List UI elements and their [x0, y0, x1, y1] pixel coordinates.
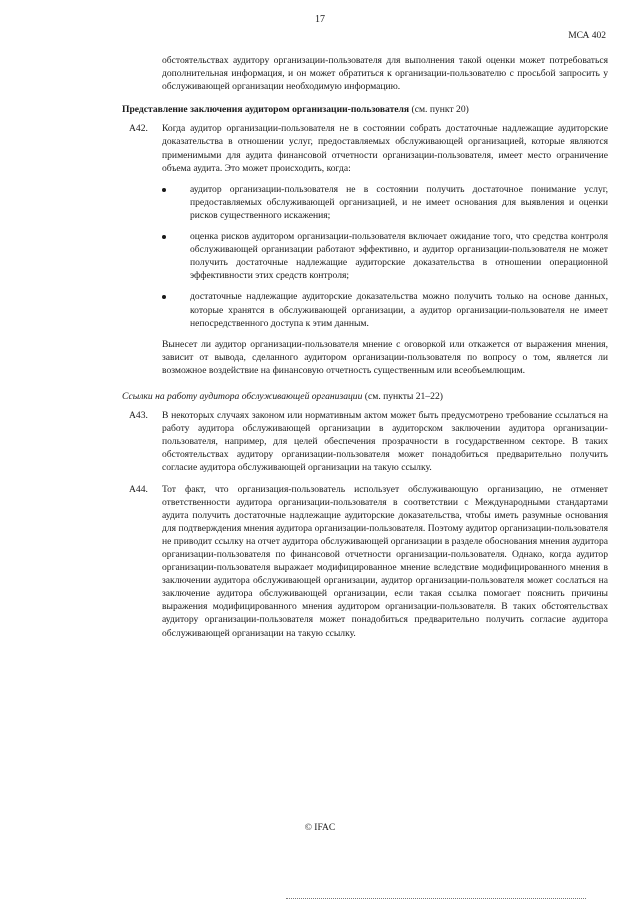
section-heading-title: Ссылки на работу аудитора обслуживающей организации	[122, 390, 363, 402]
section-heading-reporting	[122, 103, 608, 116]
paragraph-text: В некоторых случаях законом или нормативным актом может быть предусмотрено требование ссылаться на работу аудитора обслуживающей организации в аудиторском заключении аудитора организации-пользователя, например, для целей обеспечения прозрачности в государственном секторе. В таких обстоятельствах аудитору организации-пользователя может понадобиться предварительно получить согласие аудитора обслуживающей организации на такую ссылку.	[162, 410, 608, 474]
paragraph-text: Тот факт, что организация-пользователь использует обслуживающую организацию, не отменяет ответственности аудитора организации-пользователя в соответствии с Международными стандартами аудита получить достаточные надлежащие аудиторские доказательства, чтобы иметь разумные основания для подтверждения мнения аудитора организации-пользователя. Поэтому аудитор организации-пользователя не приводит ссылку на отчет аудитора обслуживающей организации в разделе обоснования мнения аудитора организации-пользователя по финансовой отчетности организации-пользователя. Однако, когда аудитор организации-пользователя выражает модифицированное мнение вследствие модифицированного мнения в заключении аудитора обслуживающей организации, аудитор организации-пользователя может сослаться на заключение аудитора обслуживающей организации, если такая ссылка помогает пояснить причины выражения модифицированного мнения аудитором организации-пользователя. В таких обстоятельствах аудитору организации-пользователя может понадобиться предварительно получить согласие аудитора обслуживающей организации на такую ссылку.	[162, 483, 608, 639]
section-heading-ref: (см. пункты 21–22)	[364, 390, 443, 402]
page-edge-divider	[286, 898, 586, 899]
paragraph-closing: Вынесет ли аудитор организации-пользователя мнение с оговоркой или откажется от выражения мнения, зависит от вывода, сделанного аудитором организации-пользователя по вопросу о том, является ли возможное воздействие на финансовую отчетность существенным или всеобъемлющим.	[162, 338, 608, 376]
list-item	[162, 230, 608, 282]
paragraph-number: A42.	[129, 123, 148, 135]
section-heading-title: Представление заключения аудитором организации-пользователя	[122, 104, 410, 116]
paragraph-a44	[122, 483, 608, 640]
footer-copyright: © IFAC	[304, 823, 336, 833]
page-number: 17	[315, 14, 325, 25]
list-item-text: достаточные надлежащие аудиторские доказательства можно получить только на основе данных, которые хранятся в обслуживающей организации, а аудитор организации-пользователя не имеет непосредственного доступа к этим данным.	[190, 291, 608, 329]
paragraph-number: A43.	[129, 410, 148, 422]
document-body	[122, 54, 608, 640]
bullet-dot-icon	[162, 235, 166, 239]
bullet-dot-icon	[162, 188, 166, 192]
paragraph-number: A44.	[129, 483, 148, 495]
section-heading-references	[122, 390, 608, 403]
paragraph-a42	[122, 122, 608, 377]
bullet-list	[162, 183, 608, 330]
standard-code: МСА 402	[568, 31, 606, 41]
list-item	[162, 290, 608, 329]
bullet-dot-icon	[162, 295, 166, 299]
section-heading-ref: (см. пункт 20)	[411, 104, 469, 116]
paragraph-text: Когда аудитор организации-пользователя не в состоянии собрать достаточные надлежащие аудиторские доказательства в отношении услуг, предоставляемых обслуживающей организацией, которые являются применимыми для аудита финансовой отчетности организации-пользователя, имеет место ограничение объема аудита. Это может происходить, когда:	[162, 123, 608, 174]
intro-paragraph: обстоятельствах аудитору организации-пользователя для выполнения такой оценки может потребоваться дополнительная информация, и он может обратиться к организации-пользователю с просьбой запросить у обслуживающей организации необходимую информацию.	[162, 55, 608, 93]
list-item-text: аудитор организации-пользователя не в состоянии получить достаточное понимание услуг, предоставляемых обслуживающей организацией, и не имеет основания для выявления и оценки рисков существенного искажения;	[190, 183, 608, 221]
list-item-text: оценка рисков аудитором организации-пользователя включает ожидание того, что средства контроля обслуживающей организации работают эффективно, и аудитор организации-пользователя не может получить достаточные надлежащие аудиторские доказательства в отношении операционной эффективности этих средств контроля;	[190, 231, 608, 282]
paragraph-a43	[122, 409, 608, 474]
list-item	[162, 183, 608, 222]
